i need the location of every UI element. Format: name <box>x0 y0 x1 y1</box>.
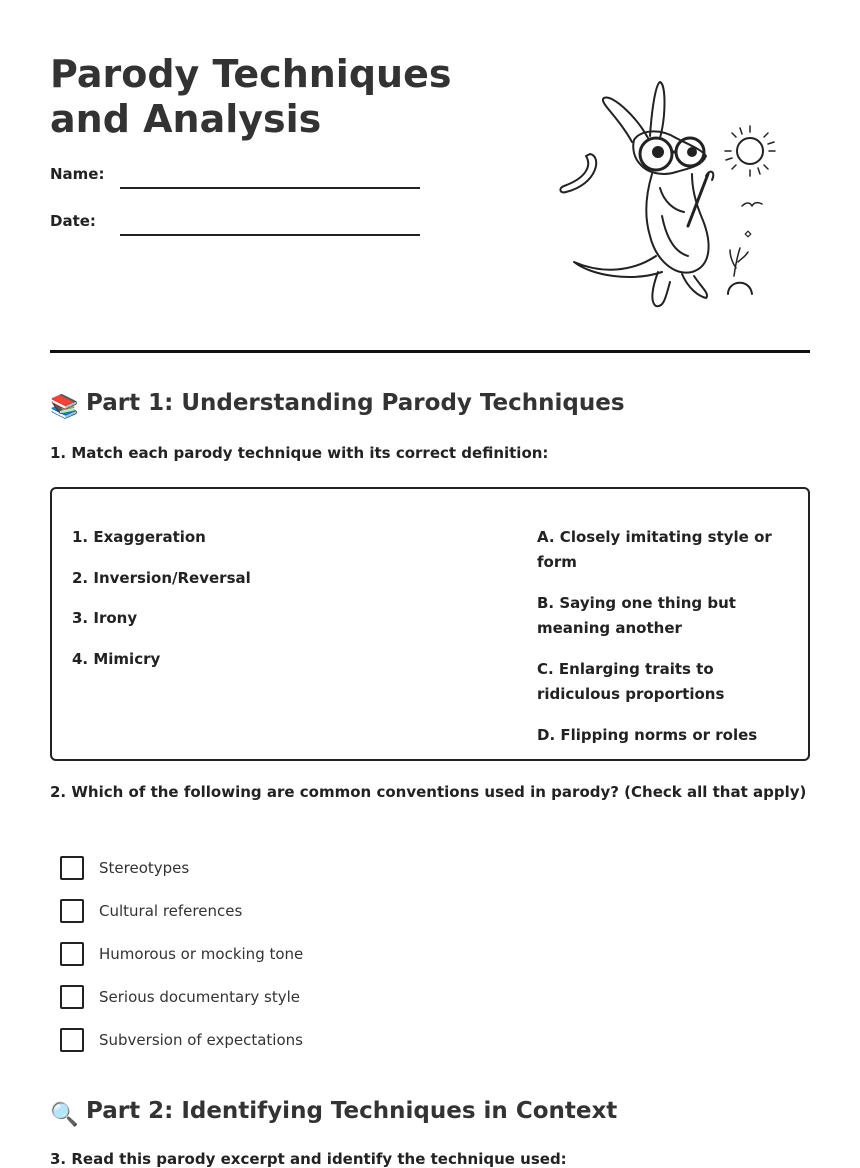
technique-item: 1. Exaggeration <box>72 528 206 546</box>
checkbox[interactable] <box>60 942 84 966</box>
definition-item: A. Closely imitating style or form <box>537 528 772 571</box>
conventions-checklist <box>60 846 303 1061</box>
page-title: Parody Techniques and Analysis <box>50 52 452 141</box>
date-label: Date: <box>50 212 96 230</box>
technique-item: 2. Inversion/Reversal <box>72 568 251 587</box>
definition-item: D. Flipping norms or roles <box>537 726 758 744</box>
checkbox-label: Stereotypes <box>99 858 190 877</box>
techniques-list <box>72 525 251 687</box>
checklist-item[interactable] <box>60 889 303 932</box>
matching-box <box>50 487 810 761</box>
name-label: Name: <box>50 165 105 183</box>
date-field[interactable] <box>120 234 420 236</box>
question-3-partial: 3. Read this parody excerpt and identify the technique used: <box>50 1150 567 1168</box>
part2-heading-text: Part 2: Identifying Techniques in Context <box>86 1098 618 1124</box>
checklist-item[interactable] <box>60 932 303 975</box>
checklist-item[interactable] <box>60 975 303 1018</box>
checkbox[interactable] <box>60 899 84 923</box>
definition-item: B. Saying one thing but meaning another <box>537 594 736 637</box>
checkbox-label: Humorous or mocking tone <box>99 944 304 963</box>
books-icon: 📚 <box>50 394 79 420</box>
checkbox-label: Subversion of expectations <box>99 1030 303 1049</box>
technique-item: 4. Mimicry <box>72 649 161 668</box>
checkbox-label: Serious documentary style <box>99 987 301 1006</box>
definition-item: C. Enlarging traits to ridiculous proportions <box>537 660 725 703</box>
checkbox[interactable] <box>60 1028 84 1052</box>
question-2: 2. Which of the following are common conventions used in parody? (Check all that apply) <box>50 783 807 801</box>
part1-heading-text: Part 1: Understanding Parody Techniques <box>86 390 625 416</box>
question-1: 1. Match each parody technique with its correct definition: <box>50 444 549 462</box>
checkbox[interactable] <box>60 985 84 1009</box>
definitions-list <box>537 525 793 764</box>
kangaroo-illustration <box>552 76 788 312</box>
checklist-item[interactable] <box>60 1018 303 1061</box>
magnifier-icon: 🔍 <box>50 1102 79 1128</box>
technique-item: 3. Irony <box>72 609 138 628</box>
header-divider <box>50 350 810 353</box>
part2-heading <box>50 1096 617 1130</box>
part1-heading <box>50 388 625 422</box>
checkbox-label: Cultural references <box>99 901 243 920</box>
checklist-item[interactable] <box>60 846 303 889</box>
checkbox[interactable] <box>60 856 84 880</box>
name-field[interactable] <box>120 187 420 189</box>
